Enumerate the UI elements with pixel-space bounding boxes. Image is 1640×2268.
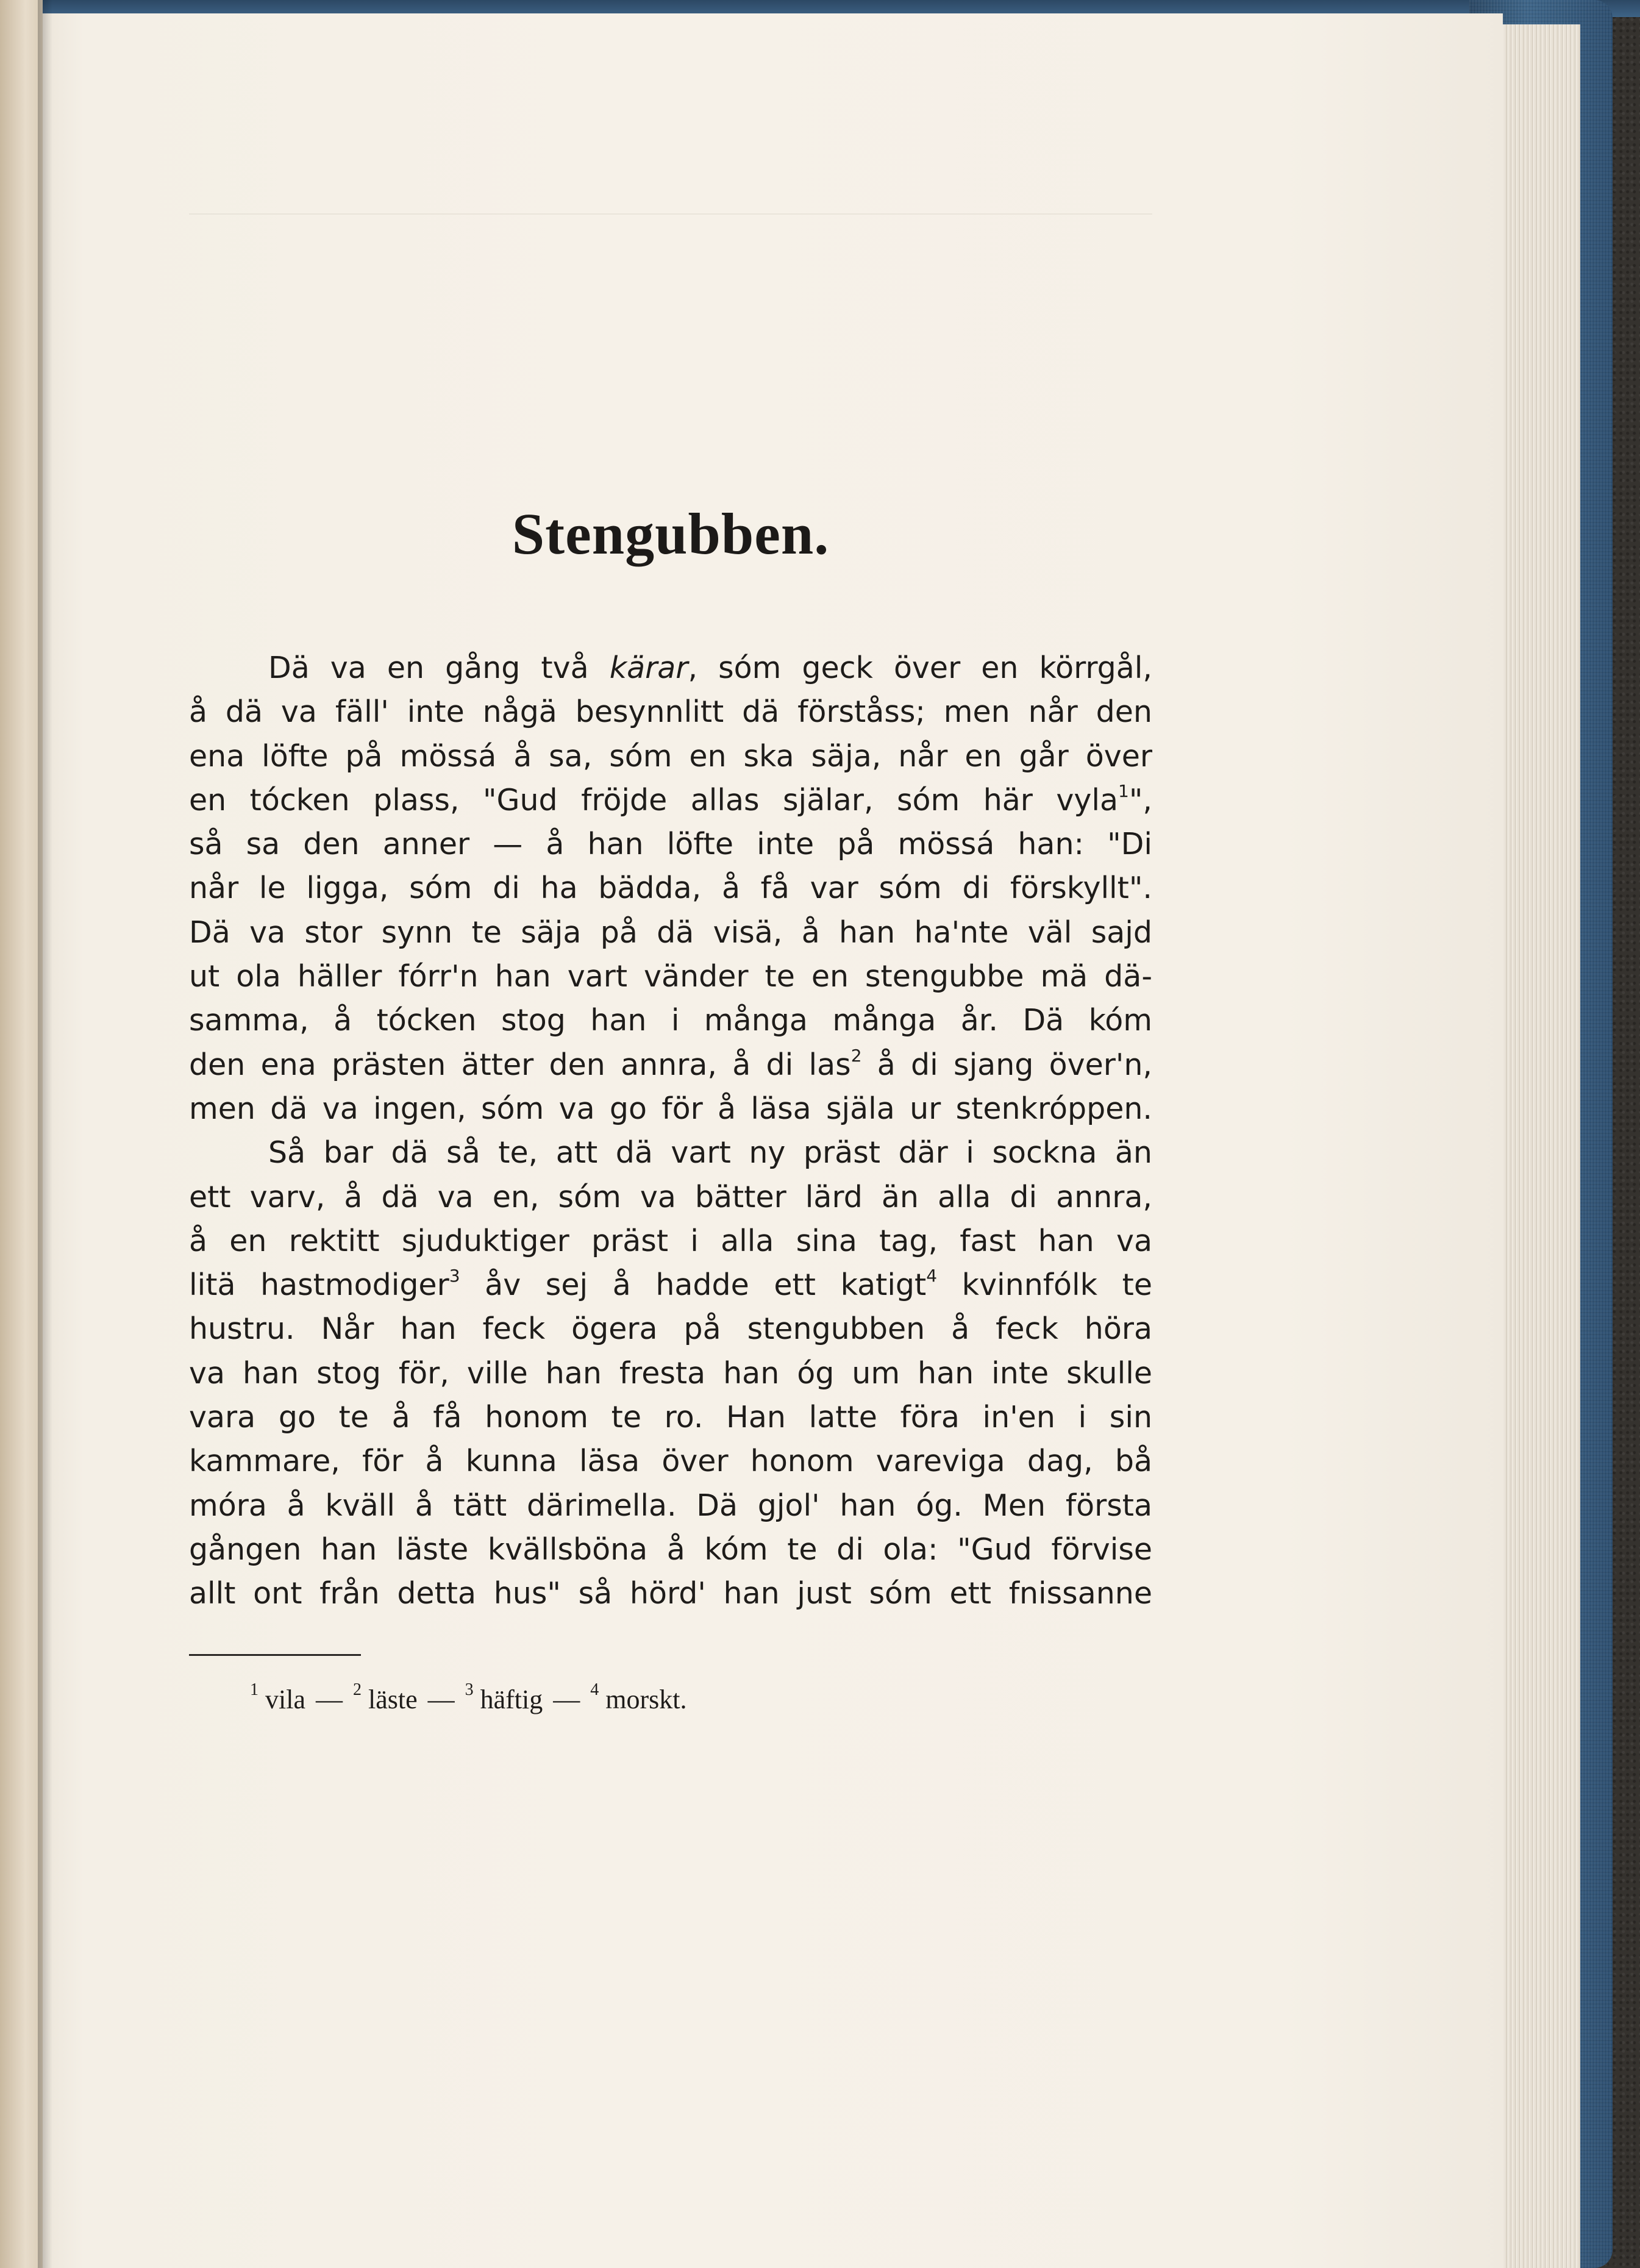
text-line <box>189 866 1152 910</box>
text-line <box>189 1352 1152 1396</box>
text-line <box>189 822 1152 866</box>
text-segment: Dä va stor synn te säja på dä visä, å han ha'nte väl sajd <box>189 915 1152 950</box>
page-edges <box>1491 24 1580 2268</box>
footnote-marker: 1 <box>1118 780 1129 801</box>
text-line <box>189 1484 1152 1528</box>
page-gutter <box>38 0 52 2268</box>
text-segment: å en rektitt sjuduktiger präst i alla sina tag, fast han va <box>189 1223 1152 1258</box>
text-line <box>189 735 1152 779</box>
text-line <box>189 1219 1152 1263</box>
footnote-item <box>352 1680 418 1714</box>
footnote-marker: 3 <box>449 1266 460 1286</box>
bleed-through-header <box>189 168 1152 216</box>
footnote-marker: 2 <box>850 1045 862 1066</box>
text-line <box>189 1572 1152 1616</box>
footnote-text: häftig <box>473 1685 543 1714</box>
text-segment: hustru. Når han feck ögera på stengubben å feck höra <box>189 1311 1152 1347</box>
text-line <box>189 779 1152 822</box>
text-line <box>189 1528 1152 1572</box>
text-segment: Så bar dä så te, att dä vart ny präst där i sockna än <box>268 1135 1152 1171</box>
body-text <box>189 646 1152 1616</box>
text-segment: Dä va en gång två <box>268 651 610 685</box>
text-line <box>189 1087 1152 1131</box>
paragraph-1 <box>189 646 1152 1131</box>
text-segment: kammare, för å kunna läsa över honom vareviga dag, bå <box>189 1444 1152 1479</box>
text-segment: men dä va ingen, sóm va go för å läsa själa ur stenkróppen. <box>189 1091 1152 1126</box>
text-segment: den ena prästen ätter den annra, å di las <box>189 1047 851 1082</box>
text-segment: ena löfte på mössá å sa, sóm en ska säja, når en går över <box>189 738 1152 774</box>
text-line <box>189 1131 1152 1175</box>
text-segment: en tócken plass, "Gud fröjde allas själar, sóm här vyla <box>189 782 1119 818</box>
text-segment: så sa den anner — å han löfte inte på mössá han: "Di <box>189 827 1152 862</box>
text-segment: va han stog för, ville han fresta han óg um han inte skulle <box>189 1355 1152 1391</box>
footnote-separator: — <box>421 1685 462 1714</box>
footnote-number: 3 <box>465 1680 474 1699</box>
text-segment: , sóm geck över en körrgål, <box>688 651 1153 685</box>
text-segment: ut ola häller fórr'n han vart vänder te en stengubbe mä dä- <box>189 959 1152 994</box>
text-segment: åv sej å hadde ett katigt <box>460 1268 927 1303</box>
text-line <box>189 955 1152 999</box>
footnote-number: 1 <box>250 1680 258 1699</box>
text-line <box>189 1175 1152 1219</box>
text-line <box>189 1396 1152 1439</box>
text-segment: litä hastmodiger <box>189 1268 449 1303</box>
footnote-text: läste <box>361 1685 418 1714</box>
text-line <box>189 646 1152 690</box>
text-line <box>189 690 1152 734</box>
footnote-marker: 4 <box>926 1266 938 1286</box>
bleed-through-rule <box>189 213 1152 215</box>
footnote-text: morskt. <box>599 1685 687 1714</box>
text-segment: å dä va fäll' inte någä besynnlitt dä förståss; men når den <box>189 694 1152 730</box>
footnotes <box>250 1680 687 1715</box>
text-segment: samma, å tócken stog han i många många år. Dä kóm <box>189 1003 1152 1038</box>
text-line <box>189 1263 1152 1307</box>
text-line <box>189 1307 1152 1351</box>
text-segment: ett varv, å dä va en, sóm va bätter lärd än alla di annra, <box>189 1179 1152 1214</box>
paragraph-2 <box>189 1131 1152 1616</box>
footnote-number: 4 <box>590 1680 599 1699</box>
footnote-separator: — <box>308 1685 349 1714</box>
text-segment: ", <box>1128 782 1152 818</box>
footnote-rule <box>189 1654 361 1656</box>
text-segment: kvinnfólk te <box>937 1268 1152 1303</box>
text-line <box>189 1043 1152 1087</box>
text-segment: når le ligga, sóm di ha bädda, å få var sóm di förskyllt". <box>189 871 1152 906</box>
footnote-item <box>465 1680 543 1714</box>
text-line <box>189 999 1152 1043</box>
text-segment: allt ont från detta hus" så hörd' han just sóm ett fnissanne <box>189 1576 1152 1611</box>
footnote-text: vila <box>258 1685 305 1714</box>
footnote-separator: — <box>546 1685 587 1714</box>
text-segment: å di sjang över'n, <box>861 1047 1152 1082</box>
text-line <box>189 911 1152 955</box>
footnote-item <box>250 1680 305 1714</box>
footnote-item <box>590 1680 687 1714</box>
text-segment: móra å kväll å tätt därimella. Dä gjol' han óg. Men första <box>189 1488 1152 1523</box>
emphasized-word: kärar <box>609 651 688 685</box>
page-title: Stengubben. <box>512 501 830 566</box>
text-segment: gången han läste kvällsböna å kóm te di ola: "Gud förvise <box>189 1532 1152 1567</box>
text-segment: vara go te å få honom te ro. Han latte föra in'en i sin <box>189 1400 1152 1435</box>
left-page-edge <box>0 0 43 2268</box>
footnote-number: 2 <box>352 1680 362 1699</box>
text-line <box>189 1439 1152 1483</box>
